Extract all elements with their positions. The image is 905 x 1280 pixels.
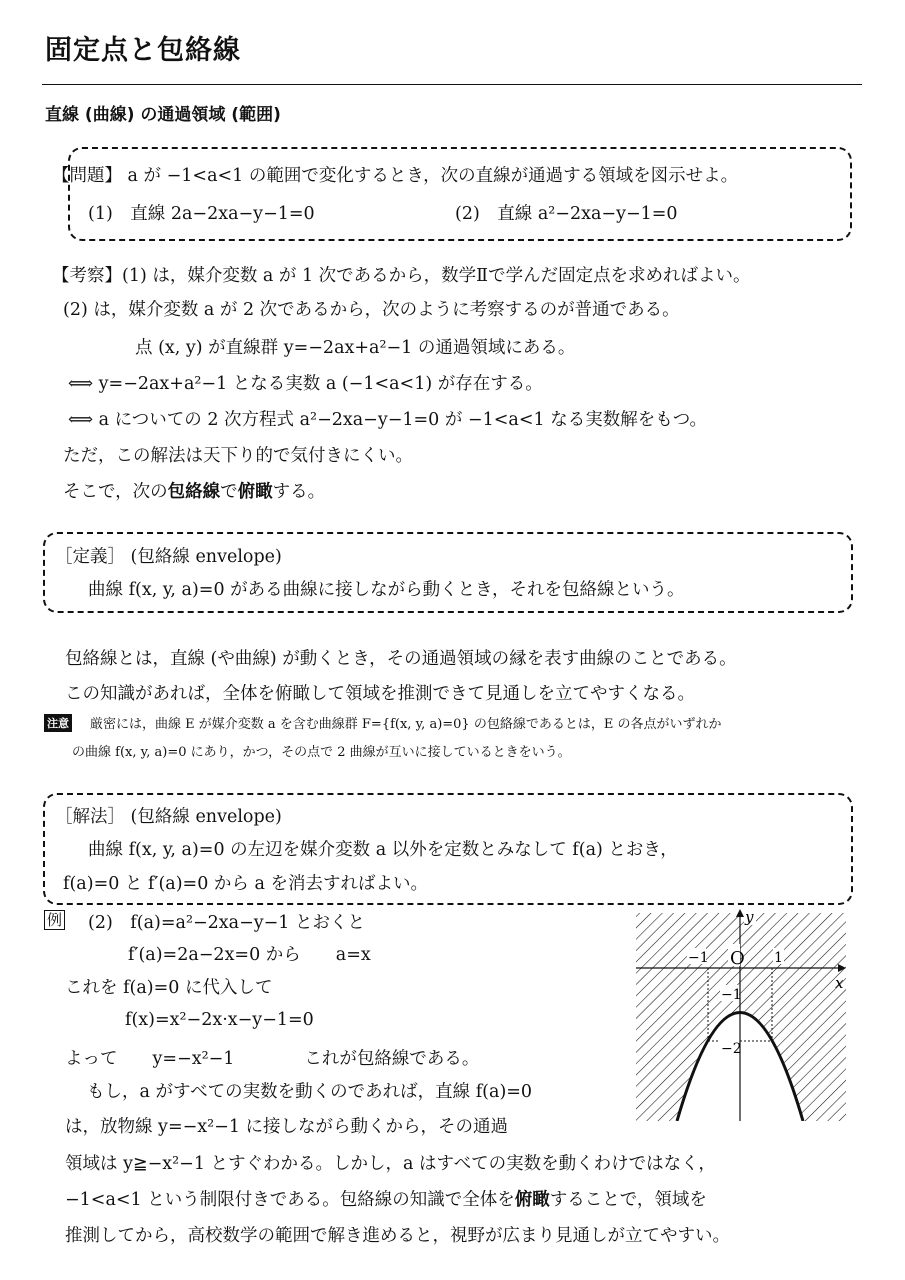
consideration-line-7 xyxy=(63,478,325,503)
keyword-overview-2: 俯瞰 xyxy=(514,1190,550,1210)
problem-item-2: (2) 直線 a²−2xa−y−1=0 xyxy=(455,204,678,224)
consideration-text-mid: で xyxy=(220,482,238,502)
example-line-4: f(x)=x²−2x·x−y−1=0 xyxy=(125,1010,314,1030)
consideration-line-5: ⟺ a についての 2 次方程式 a²−2xa−y−1=0 が −1<a<1 なる実数解をもつ。 xyxy=(68,410,707,430)
y-axis-label: y xyxy=(745,908,754,926)
example-line-9 xyxy=(65,1186,707,1211)
problem-statement: 【問題】 a が −1<a<1 の範囲で変化するとき，次の直線が通過する領域を図示せよ。 xyxy=(52,166,739,186)
example-text-prefix: −1<a<1 という制限付きである。包絡線の知識で全体を xyxy=(65,1190,515,1210)
region-graph xyxy=(636,905,848,1123)
keyword-overview: 俯瞰 xyxy=(237,482,273,502)
tick-label-y-2: −2 xyxy=(721,1041,742,1057)
consideration-line-4: ⟺ y=−2ax+a²−1 となる実数 a (−1<a<1) が存在する。 xyxy=(68,374,543,394)
shaded-region xyxy=(636,913,846,1121)
tick-label-x-pos: 1 xyxy=(774,950,783,966)
note-line-2: の曲線 f(x, y, a)=0 にあり，かつ，その点で 2 曲線が互いに接しているときをいう。 xyxy=(72,745,571,760)
title-divider xyxy=(42,84,862,85)
problem-item-1: (1) 直線 2a−2xa−y−1=0 xyxy=(88,204,315,224)
consideration-text-prefix: そこで，次の xyxy=(63,482,168,502)
definition-body: 曲線 f(x, y, a)=0 がある曲線に接しながら動くとき，それを包絡線という。 xyxy=(88,580,685,600)
x-axis-label: x xyxy=(835,974,844,992)
example-badge: 例 xyxy=(44,910,65,930)
method-line-1: 曲線 f(x, y, a)=0 の左辺を媒介変数 a 以外を定数とみなして f(a) とおき， xyxy=(88,840,678,860)
example-line-1: (2) f(a)=a²−2xa−y−1 とおくと xyxy=(88,913,365,933)
method-header: ［解法］ (包絡線 envelope) xyxy=(55,807,282,827)
page-title: 固定点と包絡線 xyxy=(45,35,241,66)
keyword-envelope: 包絡線 xyxy=(167,482,221,502)
example-line-3: これを f(a)=0 に代入して xyxy=(65,978,273,998)
consideration-text-suffix: する。 xyxy=(272,482,326,502)
consideration-line-2: (2) は，媒介変数 a が 2 次であるから，次のように考察するのが普通である。 xyxy=(63,300,680,320)
section-heading: 直線 (曲線) の通過領域 (範囲) xyxy=(45,105,281,125)
explanation-line-2: この知識があれば，全体を俯瞰して領域を推測できて見通しを立てやすくなる。 xyxy=(65,684,695,704)
origin-label: O xyxy=(730,948,745,969)
consideration-line-6: ただ，この解法は天下り的で気付きにくい。 xyxy=(63,446,413,466)
method-line-2: f(a)=0 と f′(a)=0 から a を消去すればよい。 xyxy=(63,874,428,894)
example-text-suffix: することで，領域を xyxy=(549,1190,707,1210)
example-line-8: 領域は y≧−x²−1 とすぐわかる。しかし，a はすべての実数を動くわけではなく， xyxy=(65,1154,716,1174)
example-line-10: 推測してから，高校数学の範囲で解き進めると，視野が広まり見通しが立てやすい。 xyxy=(65,1226,730,1246)
example-line-5: よって y=−x²−1 これが包絡線である。 xyxy=(65,1049,480,1069)
tick-label-y-1: −1 xyxy=(721,987,742,1003)
example-line-2: f′(a)=2a−2x=0 から a=x xyxy=(128,945,371,965)
note-line-1: 厳密には，曲線 E が媒介変数 a を含む曲線群 F={f(x, y, a)=0} の包絡線であるとは，E の各点がいずれか xyxy=(90,717,722,732)
example-line-7: は，放物線 y=−x²−1 に接しながら動くから，その通過 xyxy=(65,1117,509,1137)
note-badge: 注意 xyxy=(44,714,72,732)
explanation-line-1: 包絡線とは，直線 (や曲線) が動くとき，その通過領域の縁を表す曲線のことである。 xyxy=(65,649,737,669)
tick-label-x-neg: −1 xyxy=(688,950,709,966)
definition-header: ［定義］ (包絡線 envelope) xyxy=(55,547,282,567)
consideration-line-3: 点 (x, y) が直線群 y=−2ax+a²−1 の通過領域にある。 xyxy=(135,338,576,358)
consideration-line-1: 【考察】(1) は，媒介変数 a が 1 次であるから，数学Ⅱで学んだ固定点を求めればよい。 xyxy=(52,266,751,286)
example-line-6: もし，a がすべての実数を動くのであれば，直線 f(a)=0 xyxy=(87,1082,533,1102)
